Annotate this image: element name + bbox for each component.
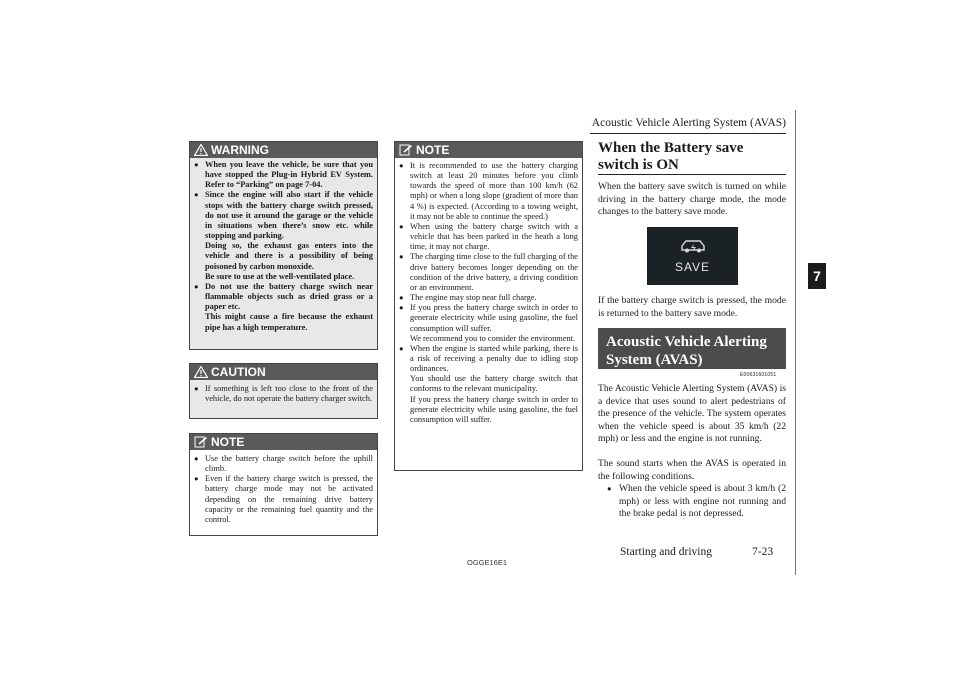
note-item: ● The engine may stop near full charge. — [399, 293, 578, 303]
warning-item: ● When you leave the vehicle, be sure that you have stopped the Plug-in Hybrid EV System. Refer to “Parking” on page 7-04. — [194, 160, 373, 190]
note-item: ● Use the battery charge switch before the uphill climb. — [194, 454, 373, 474]
chapter-tab: 7 — [808, 263, 826, 289]
note-body-2 — [395, 158, 582, 470]
note-item: ● It is recommended to use the battery charging switch at least 20 minutes before you climb towards the speed of more than 100 km/h (62 mph) or when a long slope (gradient of more than 4 %) is expected. (According to a towing weight, it may not be able to continue the speed.) — [399, 161, 578, 222]
note-title-2: NOTE — [416, 143, 450, 157]
battery-save-label: SAVE — [674, 260, 711, 274]
note-box-1 — [189, 433, 378, 536]
battery-save-rule — [598, 174, 786, 175]
note-item: ● When using the battery charge switch with a vehicle that has been parked in the heath a long time, it may not charge. — [399, 222, 578, 252]
warning-icon — [194, 144, 208, 156]
side-rule — [795, 110, 796, 575]
note-title-1: NOTE — [211, 435, 245, 449]
battery-save-para-2: If the battery charge switch is pressed, the mode is returned to the battery save mode. — [598, 295, 786, 319]
avas-bullet: ● When the vehicle speed is about 3 km/h (2 mph) or less with engine not running and the brake pedal is not depressed. — [607, 483, 786, 521]
caution-item: ● If something is left too close to the front of the vehicle, do not operate the battery charger switch. — [194, 384, 373, 404]
note-item: ● If you press the battery charge switch in order to generate electricity while using gasoline, the fuel consumption will suffer. — [399, 303, 578, 333]
note-pencil-icon — [194, 436, 208, 448]
page-number: 7-23 — [752, 546, 774, 558]
note-item: ● The charging time close to the full charging of the drive battery becomes longer depending on the condition of the drive battery, a driving condition or an environment. — [399, 252, 578, 293]
battery-save-heading: When the Battery save switch is ON — [598, 140, 744, 173]
warning-body — [190, 158, 377, 349]
warning-box — [189, 141, 378, 350]
doc-code: OGGE16E1 — [467, 558, 508, 567]
note-pencil-icon — [399, 144, 413, 156]
caution-body — [190, 380, 377, 418]
footer-section: Starting and driving — [620, 546, 712, 558]
avas-para-1: The Acoustic Vehicle Alerting System (AVAS) is a device that uses sound to alert pedestrians of the presence of the vehicle. The system operates when the vehicle speed is about 35 km/h (22 mph) or less and the engine is not running. — [598, 383, 786, 445]
note-item: ● When the engine is started while parking, there is a risk of receiving a penalty due to idling stop ordinances. — [399, 344, 578, 374]
warning-text: Doing so, the exhaust gas enters into the vehicle and there is a possibility of being poisoned by carbon monoxide. — [205, 241, 373, 271]
caution-title: CAUTION — [211, 365, 266, 379]
avas-banner: Acoustic Vehicle Alerting System (AVAS) — [598, 328, 786, 369]
avas-code: E00631601051 — [740, 372, 777, 378]
caution-box — [189, 363, 378, 419]
note-text: You should use the battery charge switch that conforms to the relevant municipality. — [410, 374, 578, 394]
note-body-1 — [190, 450, 377, 535]
caution-header — [190, 364, 377, 380]
avas-para-2: The sound starts when the AVAS is operated in the following conditions. — [598, 458, 786, 482]
battery-save-car-icon — [676, 238, 710, 259]
warning-item: ● Do not use the battery charge switch near flammable objects such as dried grass or a paper etc. — [194, 282, 373, 312]
warning-item: ● Since the engine will also start if the vehicle stops with the battery charge switch pressed, do not use it around the garage or the vehicle in situations when there’s snow etc. while stopping and parking. — [194, 190, 373, 241]
warning-header — [190, 142, 377, 158]
warning-title: WARNING — [211, 143, 269, 157]
battery-save-display-image — [647, 227, 738, 285]
running-head: Acoustic Vehicle Alerting System (AVAS) — [591, 117, 786, 129]
note-text: If you press the battery charge switch in order to generate electricity while using gasoline, the fuel consumption will suffer. — [410, 394, 578, 424]
warning-text: This might cause a fire because the exhaust pipe has a high temperature. — [205, 312, 373, 332]
warning-text: Be sure to use at the well-ventilated place. — [205, 271, 355, 281]
note-header-1 — [190, 434, 377, 450]
battery-save-para-1: When the battery save switch is turned on while driving in the battery charge mode, the mode changes to the battery save mode. — [598, 181, 786, 218]
header-rule — [590, 133, 786, 134]
note-text: We recommend you to consider the environment. — [410, 333, 576, 343]
note-header-2 — [395, 142, 582, 158]
note-box-2 — [394, 141, 583, 471]
caution-icon — [194, 366, 208, 378]
note-item: ● Even if the battery charge switch is pressed, the battery charge mode may not be activated depending on the remaining drive battery capacity or the remaining fuel quantity and the control. — [194, 474, 373, 525]
